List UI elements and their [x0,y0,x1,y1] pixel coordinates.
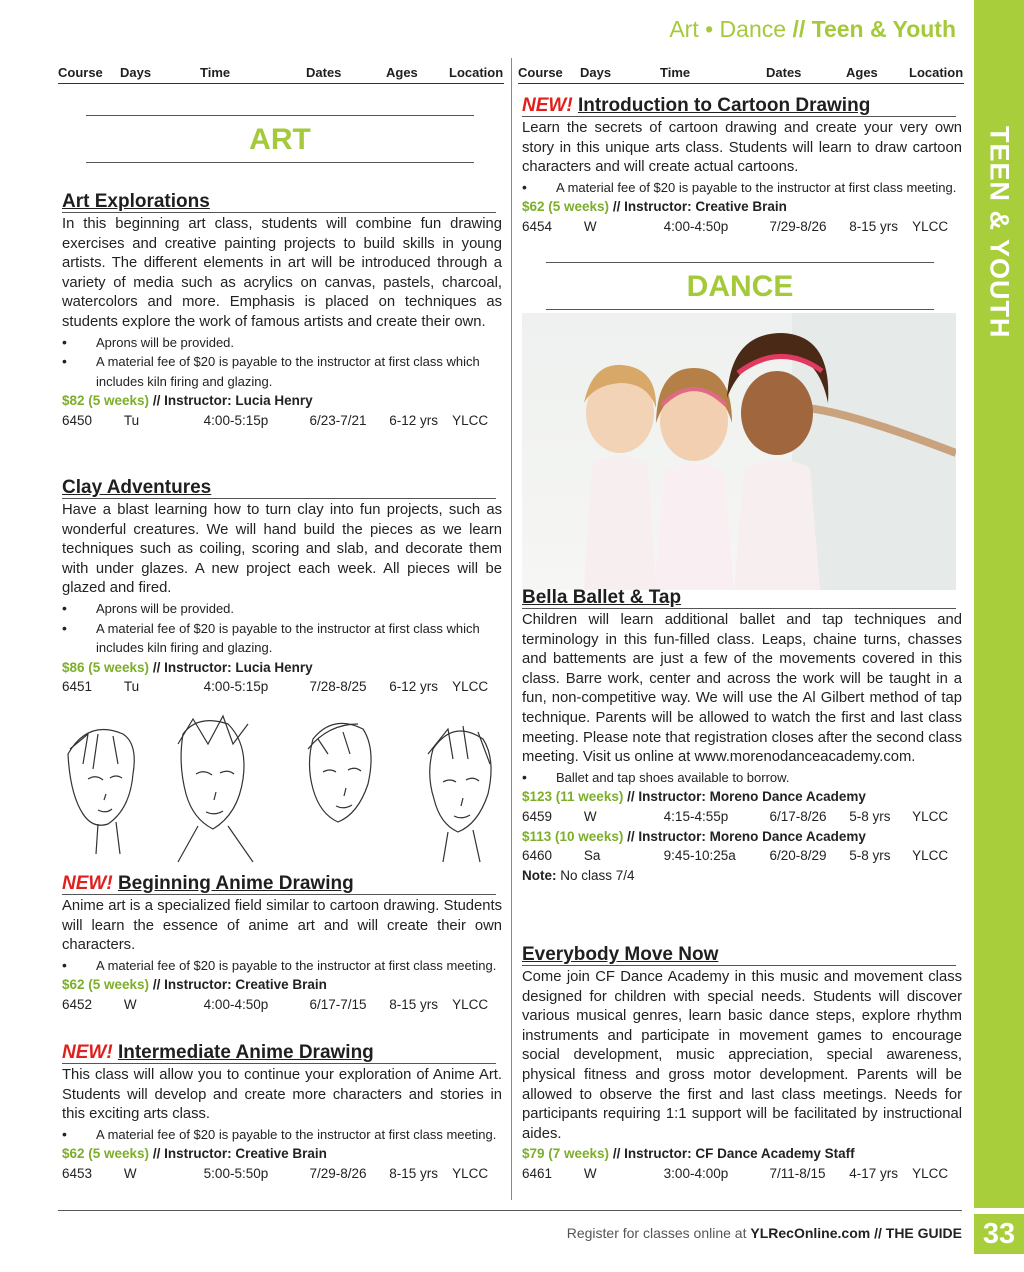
course-description: Have a blast learning how to turn clay into fun projects, such as wonderful creatures. We will hand build the pieces as we learn techniques such as coiling, scoring and slab, and decorate them with under glazes. A new project each week. All pieces will be glazed and fired. [62,502,502,597]
page-number: 33 [974,1214,1024,1254]
th-ages: Ages [386,65,418,80]
days: W [583,218,597,234]
header-separator: // [792,16,806,42]
price: $82 (5 weeks) [62,393,150,409]
instructor: // Instructor: Moreno Dance Academy [627,789,866,805]
th-location: Location [449,65,504,80]
ages: 5-8 yrs [849,808,891,824]
anime-face-2 [178,716,253,862]
time: 4:00-4:50p [663,218,729,234]
new-badge: NEW! [522,95,573,116]
course-description: Learn the secrets of cartoon drawing and create your very own story in this unique arts class. Students will learn to draw cartoon characters and will create actual cartoons. [522,120,962,176]
course-number: 6459 [522,808,553,824]
course-title[interactable]: Clay Adventures [62,477,212,498]
th-dates: Dates [306,65,342,80]
table-header-right [518,62,964,84]
course-description: Anime art is a specialized field similar to cartoon drawing. Students will learn the essence of anime art and will create their own characters. [62,898,502,954]
price: $79 (7 weeks) [522,1146,610,1162]
note-line [522,866,962,886]
course-bullet: • A material fee of $20 is payable to the instructor at first class which includes kiln firing and glazing. [62,619,502,658]
price-line [62,391,502,411]
time: 4:00-5:15p [203,412,269,428]
days: Tu [123,412,140,428]
course-number: 6451 [62,679,93,695]
instructor: // Instructor: Creative Brain [152,1146,327,1162]
instructor: // Instructor: CF Dance Academy Staff [612,1146,855,1162]
course-description: This class will allow you to continue your exploration of Anime Art. Students will develop and create more characters and stories in this exciting arts class. [62,1067,502,1123]
course-number: 6460 [522,848,553,864]
price: $62 (5 weeks) [62,977,150,993]
course-description: Come join CF Dance Academy in this music and movement class designed for children with special needs. Students will discover various musical genres, learn basic dance steps, explore rhythm instruments and participate in movement games to encourage social development, music appreciation, special awareness, physical fitness and gross motor development. Parents will be allowed to observe the first and last class meetings. Needs for participants requiring 1:1 support will be facilitated by instructional aides. [522,969,962,1142]
course-beginning-anime [62,874,502,1015]
footer [560,1225,962,1241]
dates: 6/23-7/21 [309,412,367,428]
schedule-row [62,411,502,431]
section-header [560,16,956,43]
th-dates: Dates [766,65,802,80]
price: $62 (5 weeks) [62,1146,150,1162]
dates: 6/17-7/15 [309,996,367,1012]
ages: 6-12 yrs [389,412,439,428]
ages: 8-15 yrs [389,996,439,1012]
dates: 6/17-8/26 [769,808,827,824]
schedule-row [522,846,962,866]
location: YLCC [912,218,949,234]
course-title[interactable]: Art Explorations [62,191,210,212]
instructor: // Instructor: Creative Brain [152,977,327,993]
course-bullet: • A material fee of $20 is payable to the instructor at first class meeting. [62,956,502,976]
price: $86 (5 weeks) [62,659,150,675]
course-number: 6461 [522,1165,553,1181]
course-bullet: • A material fee of $20 is payable to the instructor at first class meeting. [522,178,962,198]
schedule-row [62,677,502,697]
course-title[interactable]: Everybody Move Now [522,944,719,965]
course-title[interactable]: Beginning Anime Drawing [117,873,354,894]
new-badge: NEW! [62,873,113,894]
time: 4:15-4:55p [663,808,729,824]
footer-site-link[interactable]: YLRecOnline.com [750,1225,871,1241]
ages: 6-12 yrs [389,679,439,695]
time: 4:00-4:50p [203,996,269,1012]
dance-children-photo [522,313,956,590]
course-bullet: • Aprons will be provided. [62,333,502,353]
footer-prefix: Register for classes online at [566,1225,747,1241]
location: YLCC [912,808,949,824]
schedule-row [522,1164,962,1184]
course-bullet: • A material fee of $20 is payable to the instructor at first class which includes kiln firing and glazing. [62,352,502,391]
time: 9:45-10:25a [663,848,736,864]
schedule-row [62,995,502,1015]
art-heading: ART [86,115,474,163]
course-title[interactable]: Bella Ballet & Tap [522,587,682,608]
time: 4:00-5:15p [203,679,269,695]
new-badge: NEW! [62,1042,113,1063]
price-line [522,827,962,847]
ages: 8-15 yrs [849,218,899,234]
days: W [583,808,597,824]
price: $113 (10 weeks) [522,828,624,844]
anime-face-3 [308,723,371,822]
th-location: Location [909,65,964,80]
side-tab-label: TEEN & YOUTH [984,126,1015,339]
time: 5:00-5:50p [203,1165,269,1181]
dance-heading: DANCE [546,262,934,310]
th-days: Days [580,65,612,80]
price-line [522,787,962,807]
days: Tu [123,679,140,695]
instructor: // Instructor: Moreno Dance Academy [627,828,866,844]
column-divider [511,58,512,1200]
course-description: Children will learn additional ballet and tap techniques and terminology in this fun-filled class. Leaps, chaine turns, chasses and battements are just a few of the movements covered in this class. Barre work, center and across the work will be taught in a fun, non-competitive way. We will use the Al Gilbert method of tap technique. Parents will be allowed to watch the first and last class meeting. Please note that registration closes after the second class meeting. Visit us online at www.morenodanceacademy.com. [522,612,962,766]
course-title[interactable]: Intermediate Anime Drawing [117,1042,374,1063]
course-clay-adventures [62,478,502,697]
schedule-row [62,1164,502,1184]
days: W [123,996,137,1012]
course-number: 6453 [62,1165,93,1181]
course-number: 6450 [62,412,93,428]
price-line [522,1144,962,1164]
price: $123 (11 weeks) [522,789,624,805]
course-bullet: • Ballet and tap shoes available to borrow. [522,768,962,788]
schedule-row [522,807,962,827]
days: W [583,1165,597,1181]
dates: 6/20-8/29 [769,848,827,864]
location: YLCC [452,679,489,695]
time: 3:00-4:00p [663,1165,729,1181]
th-time: Time [660,65,691,80]
dates: 7/28-8/25 [309,679,367,695]
days: Sa [583,848,601,864]
instructor: // Instructor: Lucia Henry [152,393,313,409]
price-line [62,1144,502,1164]
location: YLCC [452,996,489,1012]
course-description: In this beginning art class, students will combine fun drawing exercises and creative painting projects to build skills in young artists. The different elements in art will be introduced through a variety of media such as acrylics on canvas, pastels, charcoal, watercolors and more. Emphasis is placed on techniques as students explore the work of famous artists and create their own. [62,216,502,330]
course-art-explorations [62,192,502,431]
th-ages: Ages [846,65,878,80]
price-line [62,658,502,678]
table-header-left [58,62,504,84]
ages: 8-15 yrs [389,1165,439,1181]
course-number: 6454 [522,218,553,234]
th-days: Days [120,65,152,80]
location: YLCC [452,412,489,428]
ages: 5-8 yrs [849,848,891,864]
note-label: Note: [522,867,557,883]
dates: 7/29-8/26 [769,218,827,234]
anime-face-4 [428,726,491,862]
instructor: // Instructor: Creative Brain [612,199,787,215]
anime-face-1 [68,730,134,855]
dates: 7/29-8/26 [309,1165,367,1181]
course-cartoon-drawing [522,96,962,237]
dates: 7/11-8/15 [769,1165,826,1181]
th-time: Time [200,65,231,80]
header-category: Art • Dance [669,16,787,42]
price-line [62,975,502,995]
course-bella-ballet-tap [522,588,962,885]
course-bullet: • Aprons will be provided. [62,599,502,619]
price-line [522,197,962,217]
price: $62 (5 weeks) [522,199,610,215]
footer-suffix: // THE GUIDE [874,1225,962,1241]
instructor: // Instructor: Lucia Henry [152,659,313,675]
days: W [123,1165,137,1181]
course-everybody-move-now [522,945,962,1184]
location: YLCC [452,1165,489,1181]
course-bullet: • A material fee of $20 is payable to the instructor at first class meeting. [62,1125,502,1145]
ages: 4-17 yrs [849,1165,899,1181]
footer-rule [58,1210,962,1211]
course-title[interactable]: Introduction to Cartoon Drawing [577,95,871,116]
th-course: Course [518,65,563,80]
location: YLCC [912,848,949,864]
header-section: Teen & Youth [811,16,956,42]
schedule-row [522,217,962,237]
course-number: 6452 [62,996,93,1012]
th-course: Course [58,65,103,80]
location: YLCC [912,1165,949,1181]
course-intermediate-anime [62,1043,502,1184]
anime-sketches-illustration [58,714,498,864]
note-text: No class 7/4 [560,867,635,883]
